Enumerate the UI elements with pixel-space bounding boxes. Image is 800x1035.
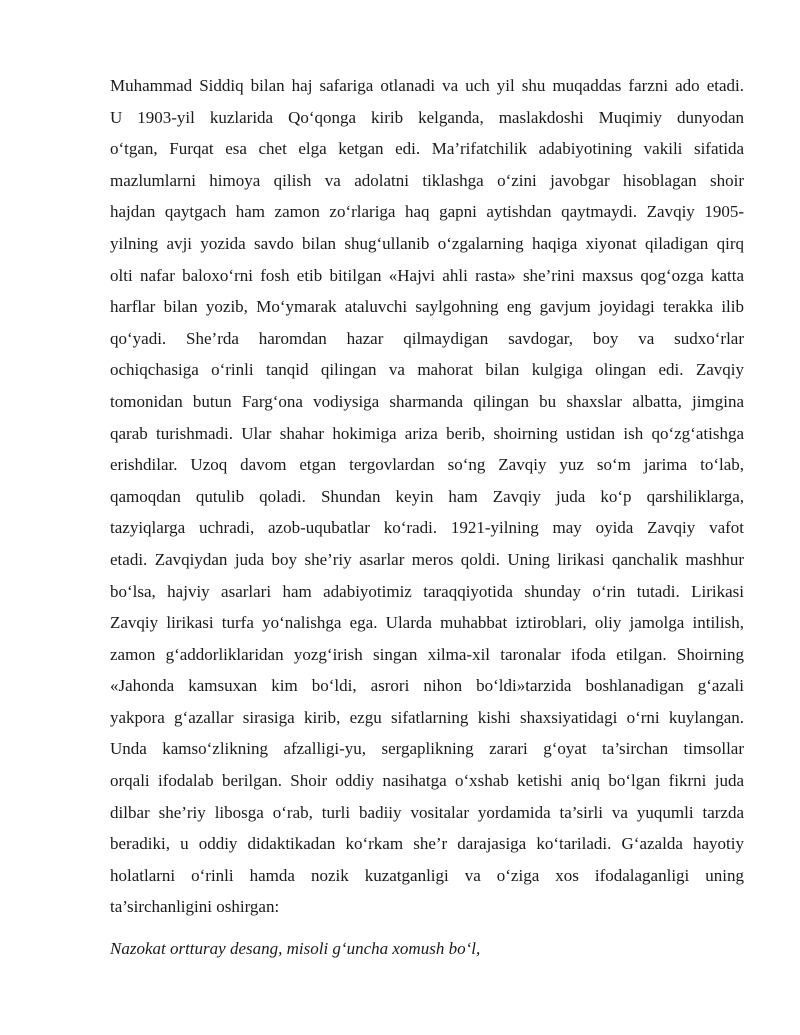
paragraph-line: «Jahonda kamsuxan kim bo‘ldi, asrori nihon bo‘ldi»tarzida boshlanadigan g‘azali xyxy=(110,676,744,696)
paragraph-line: ochiqchasiga o‘rinli tanqid qilingan va mahorat bilan kulgiga olingan edi. Zavqiy xyxy=(110,360,744,380)
paragraph-line: orqali ifodalab berilgan. Shoir oddiy nasihatga o‘xshab ketishi aniq bo‘lgan fikrni juda xyxy=(110,771,744,791)
paragraph-line: olti nafar baloxo‘rni fosh etib bitilgan «Hajvi ahli rasta» she’rini maxsus qog‘ozga katta xyxy=(110,265,744,285)
paragraph-line: o‘tgan, Furqat esa chet elga ketgan edi. Ma’rifatchilik adabiyotining vakili sifatida xyxy=(110,139,744,159)
paragraph-line: qarab turishmadi. Ular shahar hokimiga ariza berib, shoirning ustidan ish qo‘zg‘atishga xyxy=(110,423,744,443)
paragraph-line: dilbar she’riy libosga o‘rab, turli badiiy vositalar yordamida ta’sirli va yuqumli tarzda xyxy=(110,802,744,822)
paragraph-line: qo‘yadi. She’rda haromdan hazar qilmaydigan savdogar, boy va sudxo‘rlar xyxy=(110,328,744,348)
paragraph-line: tazyiqlarga uchradi, azob-uqubatlar ko‘radi. 1921-yilning may oyida Zavqiy vafot xyxy=(110,518,744,538)
paragraph-line: mazlumlarni himoya qilish va adolatni tiklashga o‘zini javobgar hisoblagan shoir xyxy=(110,170,744,190)
paragraph-line: qamoqdan qutulib qoladi. Shundan keyin ham Zavqiy juda ko‘p qarshiliklarga, xyxy=(110,486,744,506)
paragraph-line: tomonidan butun Farg‘ona vodiysiga sharmanda qilingan bu shaxslar albatta, jimgina xyxy=(110,391,744,411)
paragraph-line: Zavqiy lirikasi turfa yo‘nalishga ega. Ularda muhabbat iztiroblari, oliy jamolga intilish, xyxy=(110,613,744,633)
paragraph-line: harflar bilan yozib, Mo‘ymarak ataluvchi saylgohning eng gavjum joyidagi terakka ilib xyxy=(110,297,744,317)
paragraph-line: U 1903-yil kuzlarida Qo‘qonga kirib kelganda, maslakdoshi Muqimiy dunyodan xyxy=(110,107,744,127)
paragraph-line: zamon g‘addorliklaridan yozg‘irish singan xilma-xil taronalar ifoda etilgan. Shoirning xyxy=(110,644,744,664)
paragraph-line: yilning avji yozida savdo bilan shug‘ullanib o‘zgalarning haqiga xiyonat qiladigan qirq xyxy=(110,233,744,253)
paragraph-line: hajdan qaytgach ham zamon zo‘rlariga haq gapni aytishdan qaytmaydi. Zavqiy 1905- xyxy=(110,202,744,222)
paragraph-line: bo‘lsa, hajviy asarlari ham adabiyotimiz taraqqiyotida shunday o‘rin tutadi. Lirikasi xyxy=(110,581,744,601)
paragraph-line: erishdilar. Uzoq davom etgan tergovlardan so‘ng Zavqiy yuz so‘m jarima to‘lab, xyxy=(110,455,744,475)
paragraph-line: Muhammad Siddiq bilan haj safariga otlanadi va uch yil shu muqaddas farzni ado etadi. xyxy=(110,76,744,95)
document-body xyxy=(110,70,744,923)
paragraph-line: etadi. Zavqiydan juda boy she’riy asarlar meros qoldi. Uning lirikasi qanchalik mashhur xyxy=(110,549,744,569)
paragraph-line: holatlarni o‘rinli hamda nozik kuzatganligi va o‘ziga xos ifodalaganligi uning xyxy=(110,865,744,885)
paragraph-line: yakpora g‘azallar sirasiga kirib, ezgu sifatlarning kishi shaxsiyatidagi o‘rni kuylangan. xyxy=(110,707,744,727)
paragraph-line: beradiki, u oddiy didaktikadan ko‘rkam she’r darajasiga ko‘tariladi. G‘azalda hayotiy xyxy=(110,834,744,854)
main-paragraph xyxy=(110,70,744,923)
paragraph-line: Unda kamso‘zlikning afzalligi-yu, sergaplikning zarari g‘oyat ta’sirchan timsollar xyxy=(110,739,744,759)
paragraph-line: ta’sirchanligini oshirgan: xyxy=(110,897,280,917)
verse-line: Nazokat ortturay desang, misoli g‘uncha xomush bo‘l, xyxy=(110,939,481,958)
